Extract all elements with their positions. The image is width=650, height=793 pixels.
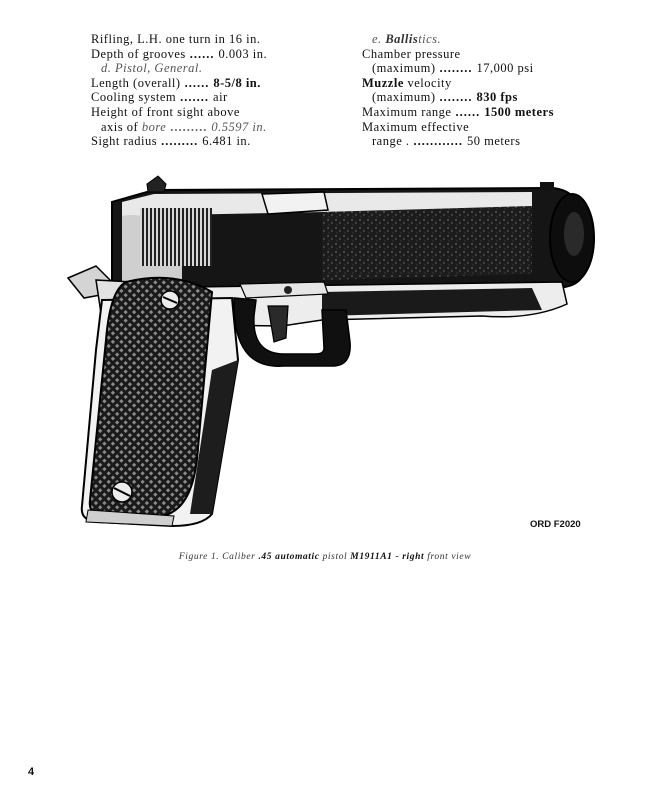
section-heading-bold: Ballis (385, 32, 419, 46)
spec-sight-radius (91, 134, 316, 149)
spec-column-right (362, 32, 602, 149)
leader-dots: ....... (180, 90, 210, 105)
spec-value: 8-5/8 in. (213, 75, 261, 90)
barrel-bushing (550, 194, 594, 282)
spec-depth-of-grooves (91, 47, 316, 62)
leader-dots: ......... (170, 119, 208, 134)
section-heading-pistol-general (91, 61, 316, 76)
spec-label: Length (overall) (91, 75, 181, 90)
spec-cooling-system (91, 90, 316, 105)
slide-serrations (140, 208, 212, 266)
spec-label: (maximum) (372, 90, 436, 105)
section-heading-text: d. Pistol, General. (101, 61, 203, 76)
spec-value: 830 fps (476, 90, 518, 105)
grip-screw-upper (161, 291, 179, 309)
section-heading-rest: tics. (418, 32, 442, 46)
spec-effective-range (362, 134, 602, 149)
spec-muzzle-velocity-max (362, 90, 602, 105)
pistol-illustration (62, 170, 602, 535)
spec-value: 0.003 in. (218, 46, 268, 61)
grip-screw-lower (112, 482, 132, 502)
spec-label: axis of (101, 119, 139, 134)
spec-maximum-range (362, 105, 602, 120)
spec-label: Sight radius (91, 134, 158, 149)
caption-model: M1911A1 (350, 552, 393, 562)
spec-label: Maximum effective (362, 119, 470, 134)
pistol-figure (62, 170, 602, 535)
spec-label-bold: Muzzle (362, 75, 404, 90)
rear-sight (147, 176, 166, 192)
trigger (268, 306, 288, 342)
spec-value: 1500 meters (484, 104, 554, 119)
caption-part-1: Figure 1. Caliber (178, 552, 256, 562)
spec-column-left (91, 32, 316, 149)
leader-dots: ...... (455, 104, 481, 119)
spec-rifling-text: Rifling, L.H. one turn in 16 in. (91, 32, 261, 46)
spec-rifling (91, 32, 316, 47)
page-number: 4 (28, 766, 35, 778)
figure-caption (0, 552, 650, 562)
section-heading-ballistics (362, 32, 602, 47)
spec-value: 17,000 psi (476, 61, 534, 76)
spec-axis-of-bore (91, 120, 316, 135)
spec-muzzle-velocity (362, 76, 602, 91)
spec-value: 6.481 in. (202, 134, 251, 149)
section-heading-prefix: e. (372, 32, 382, 46)
caption-caliber: .45 (258, 552, 273, 562)
caption-part-2: automatic (275, 552, 320, 562)
spec-chamber-pressure-max (362, 61, 602, 76)
leader-dots: ...... (189, 46, 215, 61)
spec-label: Maximum range (362, 104, 452, 119)
spec-label: Chamber pressure (362, 46, 461, 61)
leader-dots: ...... (184, 75, 210, 90)
front-sight (540, 182, 554, 190)
spec-value: 50 meters (467, 134, 521, 149)
caption-part-4: - right (395, 552, 425, 562)
leader-dots: ......... (161, 134, 199, 149)
spec-label: range . (372, 134, 410, 149)
caption-part-3: pistol (322, 552, 348, 562)
caption-part-5: front view (427, 552, 472, 562)
spec-length-overall (91, 76, 316, 91)
spec-chamber-pressure (362, 47, 602, 62)
spec-label: Cooling system (91, 90, 177, 105)
spec-value: air (213, 90, 228, 105)
spec-height-front-sight (91, 105, 316, 120)
spec-maximum-effective (362, 120, 602, 135)
spec-label-italic: bore (141, 119, 167, 134)
spec-label: Depth of grooves (91, 46, 186, 61)
leader-dots: ............ (413, 134, 464, 149)
leader-dots: ........ (439, 61, 473, 76)
spec-label: (maximum) (372, 61, 436, 76)
spec-label: velocity (407, 75, 452, 90)
ordnance-figure-number: ORD F2020 (530, 519, 581, 530)
leader-dots: ........ (439, 90, 473, 105)
spec-label: Height of front sight above (91, 104, 240, 119)
spec-value: 0.5597 in. (211, 119, 267, 134)
